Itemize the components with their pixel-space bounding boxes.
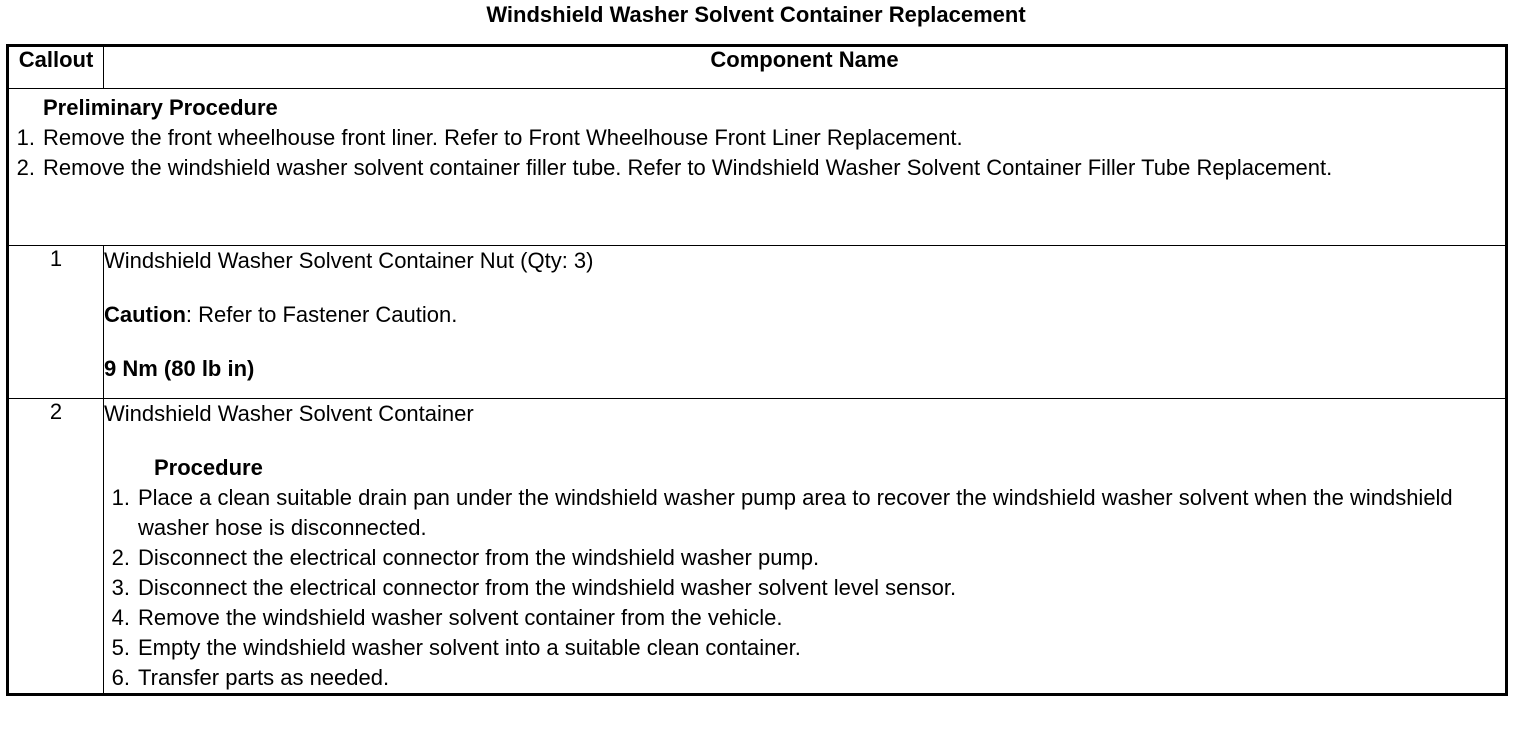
table-row	[8, 246, 1507, 399]
step-text: Remove the front wheelhouse front liner. Refer to Front Wheelhouse Front Liner Replacement.	[43, 125, 963, 150]
step-text: Transfer parts as needed.	[138, 665, 390, 690]
preliminary-cell	[8, 89, 1507, 246]
step-text: Disconnect the electrical connector from the windshield washer solvent level sensor.	[138, 575, 957, 600]
callout-number: 1	[8, 246, 104, 399]
step-text: Remove the windshield washer solvent container from the vehicle.	[138, 605, 783, 630]
caution-line	[104, 300, 1505, 330]
list-item	[104, 603, 1505, 633]
step-number: 2.	[111, 545, 130, 570]
list-item	[104, 543, 1505, 573]
list-item	[9, 123, 1505, 153]
step-text: Disconnect the electrical connector from the windshield washer pump.	[138, 545, 820, 570]
list-item	[9, 153, 1505, 183]
preliminary-row	[8, 89, 1507, 246]
callout-number: 2	[8, 399, 104, 695]
header-callout: Callout	[8, 46, 104, 89]
procedure-heading: Procedure	[154, 455, 263, 480]
step-number: 4.	[111, 605, 130, 630]
procedure-steps	[104, 483, 1505, 693]
caution-label: Caution	[104, 302, 186, 327]
step-number: 2.	[16, 155, 35, 180]
procedure-table	[6, 44, 1508, 696]
step-number: 1.	[16, 125, 35, 150]
preliminary-heading: Preliminary Procedure	[43, 95, 278, 120]
step-number: 5.	[111, 635, 130, 660]
preliminary-steps	[9, 123, 1505, 183]
header-component-name: Component Name	[104, 46, 1507, 89]
document-title: Windshield Washer Solvent Container Replacement	[486, 2, 1026, 27]
table-row	[8, 399, 1507, 695]
step-number: 3.	[111, 575, 130, 600]
list-item	[104, 573, 1505, 603]
list-item	[104, 483, 1505, 543]
step-text: Remove the windshield washer solvent container filler tube. Refer to Windshield Washer Solvent Container Filler Tube Replacement.	[43, 155, 1333, 180]
torque-spec: 9 Nm (80 lb in)	[104, 356, 255, 381]
step-text: Empty the windshield washer solvent into a suitable clean container.	[138, 635, 801, 660]
caution-text: : Refer to Fastener Caution.	[185, 302, 458, 327]
list-item	[104, 633, 1505, 663]
component-cell	[104, 246, 1507, 399]
table-header-row	[8, 46, 1507, 89]
step-text: Place a clean suitable drain pan under the windshield washer pump area to recover the windshield washer solvent when the windshield washer hose is disconnected.	[138, 485, 1453, 540]
step-number: 6.	[111, 665, 130, 690]
component-name: Windshield Washer Solvent Container	[104, 401, 474, 426]
component-name: Windshield Washer Solvent Container Nut (Qty: 3)	[104, 248, 594, 273]
list-item	[104, 663, 1505, 693]
component-cell	[104, 399, 1507, 695]
step-number: 1.	[111, 485, 130, 510]
